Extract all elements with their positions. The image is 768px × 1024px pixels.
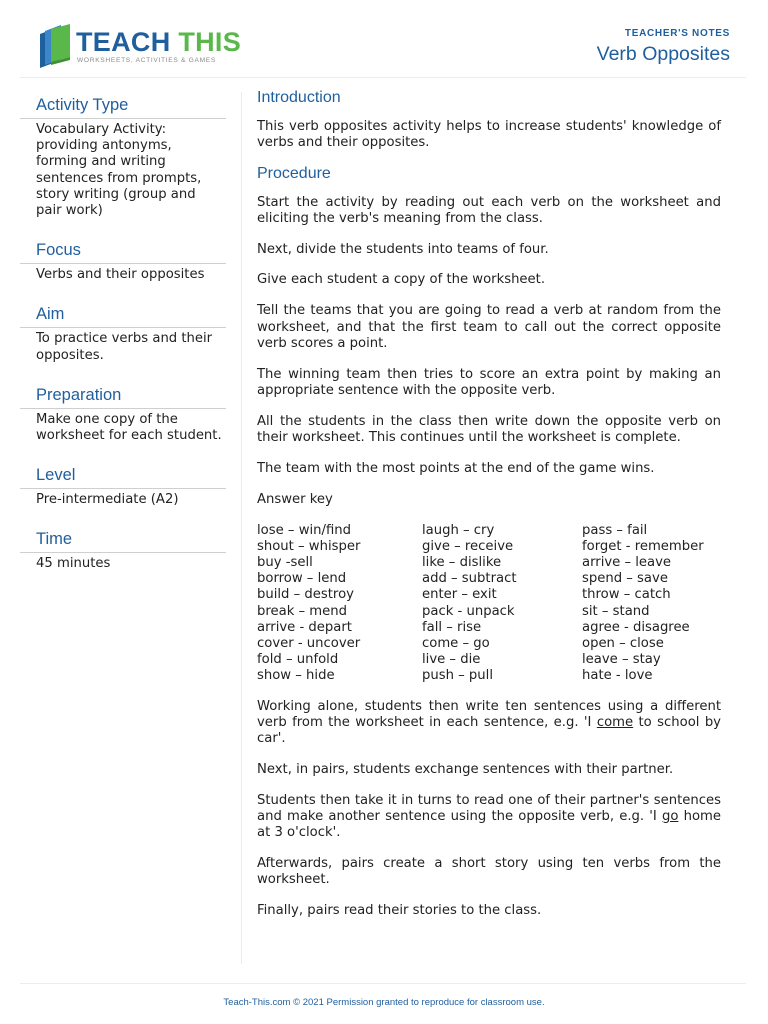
header-divider xyxy=(20,77,746,78)
activity-type-heading: Activity Type xyxy=(20,92,226,119)
answer-pair: show – hide xyxy=(257,668,335,684)
procedure-step: Start the activity by reading out each verb on the worksheet and eliciting the verb's meaning from the class. xyxy=(257,194,721,226)
answer-key-column-3 xyxy=(582,523,721,685)
introduction-text: This verb opposites activity helps to increase students' knowledge of verbs and their opposites. xyxy=(257,119,721,151)
aim-text: To practice verbs and their opposites. xyxy=(36,331,213,363)
final-instruction: Finally, pairs read their stories to the class. xyxy=(257,903,542,919)
answer-pair: buy -sell xyxy=(257,555,313,571)
answer-pair: cover - uncover xyxy=(257,636,361,652)
procedure-step: Give each student a copy of the worksheet. xyxy=(257,272,546,288)
page-header xyxy=(0,0,768,78)
sidebar xyxy=(20,92,226,591)
opposite-sentence-instruction: Students then take it in turns to read one of their partner's sentences and make another sentence using the opposite verb, e.g. 'I go home at 3 o'clock'. xyxy=(257,792,722,841)
activity-type-text: Vocabulary Activity: providing antonyms, forming and writing sentences from prompts, story writing (group and pair work) xyxy=(36,122,202,219)
procedure-step: Tell the teams that you are going to read a verb at random from the worksheet, and that the first team to call out the correct opposite verb scores a point. xyxy=(257,303,721,351)
preparation-heading: Preparation xyxy=(20,382,226,409)
activity-type-section xyxy=(20,92,226,219)
answer-pair: spend – save xyxy=(582,571,668,587)
answer-pair: enter – exit xyxy=(422,587,497,603)
answer-pair: arrive - depart xyxy=(257,619,352,635)
focus-section xyxy=(20,237,226,283)
answer-key-column-1 xyxy=(257,523,422,685)
example-verb-come: come xyxy=(596,714,634,730)
answer-pair: add – subtract xyxy=(422,571,517,587)
answer-pair: borrow – lend xyxy=(257,571,347,587)
logo-tagline: WORKSHEETS, ACTIVITIES & GAMES xyxy=(77,57,216,64)
level-heading: Level xyxy=(20,462,226,489)
procedure-step: The winning team then tries to score an extra point by making an appropriate sentence with the opposite verb. xyxy=(257,366,721,398)
answer-pair: sit – stand xyxy=(582,603,650,619)
story-instruction: Afterwards, pairs create a short story using ten verbs from the worksheet. xyxy=(257,856,721,888)
time-text: 45 minutes xyxy=(36,556,111,572)
answer-pair: build – destroy xyxy=(257,587,354,603)
answer-pair: hate - love xyxy=(582,668,653,684)
aim-heading: Aim xyxy=(20,301,226,328)
preparation-text: Make one copy of the worksheet for each student. xyxy=(36,411,222,444)
book-icon xyxy=(36,24,74,68)
answer-pair: laugh – cry xyxy=(422,522,495,538)
answer-pair: open – close xyxy=(582,636,664,652)
answer-pair: shout – whisper xyxy=(257,538,361,554)
answer-pair: fold – unfold xyxy=(257,652,339,668)
focus-text: Verbs and their opposites xyxy=(36,267,205,283)
answer-pair: pack - unpack xyxy=(422,603,515,619)
answer-key-label: Answer key xyxy=(257,491,333,507)
document-title: Verb Opposites xyxy=(596,43,730,65)
answer-pair: fall – rise xyxy=(422,619,482,635)
answer-pair: leave – stay xyxy=(582,652,661,668)
answer-pair: agree - disagree xyxy=(582,619,690,635)
answer-pair: forget - remember xyxy=(582,538,704,554)
focus-heading: Focus xyxy=(20,237,226,264)
answer-key-table xyxy=(257,523,721,685)
procedure-step: Next, divide the students into teams of four. xyxy=(257,241,549,257)
answer-pair: like – dislike xyxy=(422,555,502,571)
level-text: Pre-intermediate (A2) xyxy=(36,492,179,508)
procedure-step: The team with the most points at the end of the game wins. xyxy=(257,460,655,476)
example-verb-go: go xyxy=(661,809,679,825)
aim-section xyxy=(20,301,226,363)
answer-pair: pass – fail xyxy=(582,522,648,538)
procedure-heading: Procedure xyxy=(257,165,331,183)
teachers-notes-label: TEACHER'S NOTES xyxy=(624,28,730,39)
footer-divider xyxy=(20,983,746,984)
answer-pair: come – go xyxy=(422,636,490,652)
answer-pair: live – die xyxy=(422,652,481,668)
answer-pair: break – mend xyxy=(257,603,348,619)
answer-pair: give – receive xyxy=(422,538,514,554)
teach-this-logo xyxy=(36,24,242,70)
introduction-heading: Introduction xyxy=(257,89,341,106)
answer-key-column-2 xyxy=(422,523,582,685)
procedure-step: All the students in the class then write down the opposite verb on their worksheet. This continues until the worksheet is complete. xyxy=(257,413,721,445)
exchange-instruction: Next, in pairs, students exchange sentences with their partner. xyxy=(257,761,674,777)
answer-pair: lose – win/find xyxy=(257,522,351,538)
sentence-writing-instruction: Working alone, students then write ten sentences using a different verb from the worksheet in each sentence, e.g. 'I come to school by car'. xyxy=(257,698,721,747)
main-content xyxy=(257,90,721,934)
footer-copyright: Teach-This.com © 2021 Permission granted to reproduce for classroom use. xyxy=(223,997,545,1008)
answer-pair: arrive – leave xyxy=(582,555,672,571)
column-divider xyxy=(241,92,242,964)
answer-pair: push – pull xyxy=(422,668,493,684)
preparation-section xyxy=(20,382,226,444)
answer-pair: throw – catch xyxy=(582,587,671,603)
logo-wordmark: TEACH THIS xyxy=(76,27,242,57)
time-section xyxy=(20,526,226,572)
level-section xyxy=(20,462,226,508)
time-heading: Time xyxy=(20,526,226,553)
